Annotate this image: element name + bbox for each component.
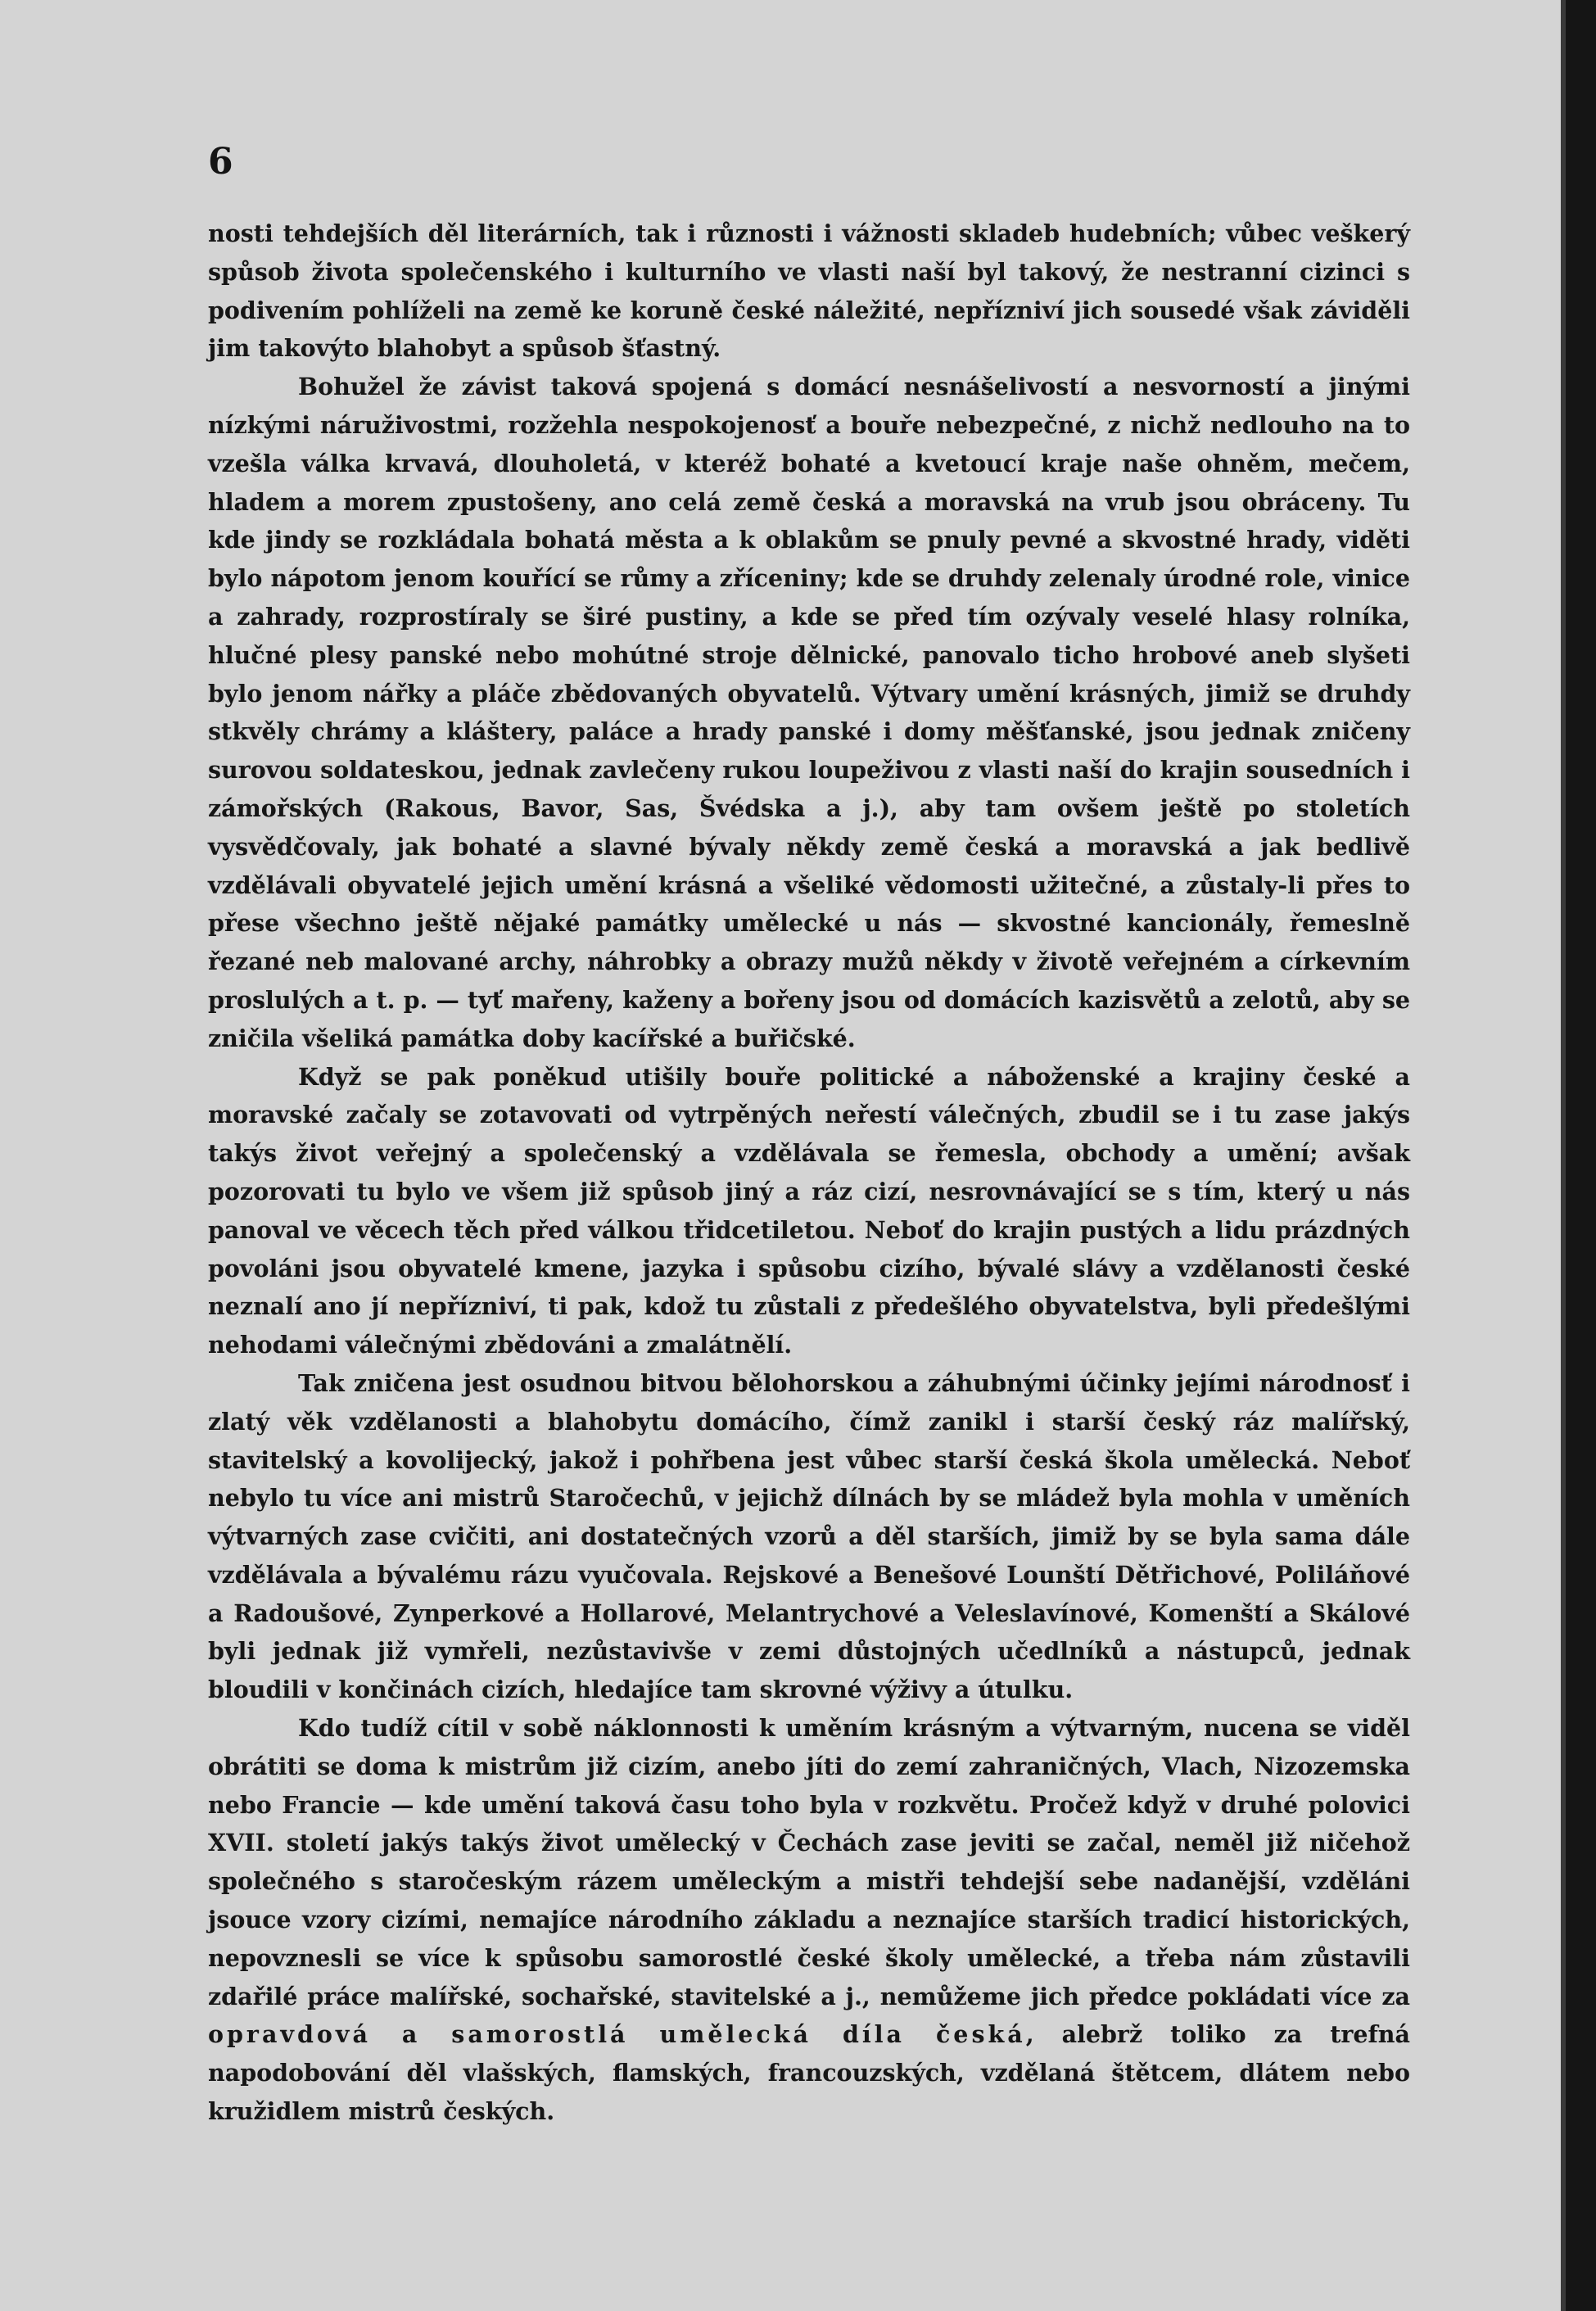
scan-edge [1566, 0, 1596, 2311]
paragraph-4: Tak zničena jest osudnou bitvou bělohorskou a záhubnými účinky jejími národnosť i zlatý věk vzdělanosti a blahobytu domácího, čímž zanikl i starší český ráz malířský, stavitelský a kovolijecký, jakož i pohřbena jest vůbec starší česká škola umělecká. Neboť nebylo tu více ani mistrů Staročechů, v jejichž dílnách by se mládež byla mohla v uměních výtvarných zase cvičiti, ani dostatečných vzorů a děl starších, jimiž by se byla sama dále vzdělávala a bývalému rázu vyučovala. Rejskové a Benešové Lounští Dětřichové, Poliláňové a Radoušové, Zynperkové a Hollarové, Melantrychové a Veleslavínové, Komenští a Skálové byli jednak již vymřeli, nezůstavivše v zemi důstojných učedlníků a nástupců, jednak bloudili v končinách cizích, hledajíce tam skrovné výživy a útulku. [208, 1368, 1410, 1704]
paragraph-1: nosti tehdejších děl literárních, tak i různosti i vážnosti skladeb hudebních; vůbec veškerý spůsob života společenského i kulturního ve vlasti naší byl takový, že nestranní cizinci s podivením pohlíželi na země ke koruně české náležité, nepřízniví jich sousedé však záviděli jim takovýto blahobyt a spůsob šťastný. [208, 219, 1410, 363]
paragraph-5-part-1: Kdo tudíž cítil v sobě náklonnosti k uměním krásným a výtvarným, nucena se viděl obrátiti se doma k mistrům již cizím, anebo jíti do zemí zahraničných, Vlach, Nizozemska nebo Francie — kde umění taková času toho byla v rozkvětu. Pročež když v druhé polovici XVII. století jakýs takýs život umělecký v Čechách zase jeviti se začal, neměl již ničehož společného s staročeským rázem uměleckým a mistři tehdejší sebe nadanější, vzděláni jsouce vzory cizími, nemajíce národního základu a neznajíce starších tradicí historických, nepovznesli se více k spůsobu samorostlé české školy umělecké, a třeba nám zůstavili zdařilé práce malířské, sochařské, stavitelské a j., nemůžeme jich předce pokládati více za [208, 1714, 1410, 2010]
paragraph-5-spaced-phrase: opravdová a samorostlá umělecká díla česká [208, 2020, 1026, 2049]
page-number: 6 [208, 141, 233, 183]
paragraph-3: Když se pak poněkud utišily bouře politické a náboženské a krajiny české a moravské začaly se zotavovati od vytrpěných neřestí válečných, zbudil se i tu zase jakýs takýs život veřejný a společenský a vzdělávala se řemesla, obchody a umění; avšak pozorovati tu bylo ve všem již spůsob jiný a ráz cizí, nesrovnávající se s tím, který u nás panoval ve věcech těch před válkou třidcetiletou. Neboť do krajin pustých a lidu prázdných povoláni jsou obyvatelé kmene, jazyka i spůsobu cizího, bývalé slávy a vzdělanosti české neznalí ano jí nepřízniví, ti pak, kdož tu zůstali z předešlého obyvatelstva, byli předešlými nehodami válečnými zbědováni a zmalátnělí. [208, 1062, 1410, 1359]
paragraph-5-part-2: , alebrž toliko za trefná napodobování děl vlašských, flamských, francouzských, vzdělaná štětcem, dlátem nebo kružidlem mistrů českých. [208, 2020, 1410, 2126]
body-text [208, 215, 1410, 2131]
paragraph-2: Bohužel že závist taková spojená s domácí nesnášelivostí a nesvorností a jinými nízkými náruživostmi, rozžehla nespokojenosť a bouře nebezpečné, z nichž nedlouho na to vzešla válka krvavá, dlouholetá, v kteréž bohaté a kvetoucí kraje naše ohněm, mečem, hladem a morem zpustošeny, ano celá země česká a moravská na vrub jsou obráceny. Tu kde jindy se rozkládala bohatá města a k oblakům se pnuly pevné a skvostné hrady, viděti bylo nápotom jenom kouřící se růmy a zříceniny; kde se druhdy zelenaly úrodné role, vinice a zahrady, rozprostíraly se širé pustiny, a kde se před tím ozývaly veselé hlasy rolníka, hlučné plesy panské nebo mohútné stroje dělnické, panovalo ticho hrobové aneb slyšeti bylo jenom nářky a pláče zbědovaných obyvatelů. Výtvary umění krásných, jimiž se druhdy stkvěly chrámy a kláštery, paláce a hrady panské i domy měšťanské, jsou jednak zničeny surovou soldateskou, jednak zavlečeny rukou loupeživou z vlasti naší do krajin sousedních i zámořských (Rakous, Bavor, Sas, Švédska a j.), aby tam ovšem ještě po stoletích vysvědčovaly, jak bohaté a slavné bývaly někdy země česká a moravská a jak bedlivě vzdělávali obyvatelé jejich umění krásná a všeliké vědomosti užitečné, a zůstaly-li přes to přese všechno ještě nějaké památky umělecké u nás — skvostné kancionály, řemeslně řezané neb malované archy, náhrobky a obrazy mužů někdy v životě veřejném a církevním proslulých a t. p. — tyť mařeny, kaženy a bořeny jsou od domácích kazisvětů a zelotů, aby se zničila všeliká památka doby kacířské a buřičské. [208, 373, 1410, 1052]
paragraph-5 [208, 1709, 1410, 2131]
